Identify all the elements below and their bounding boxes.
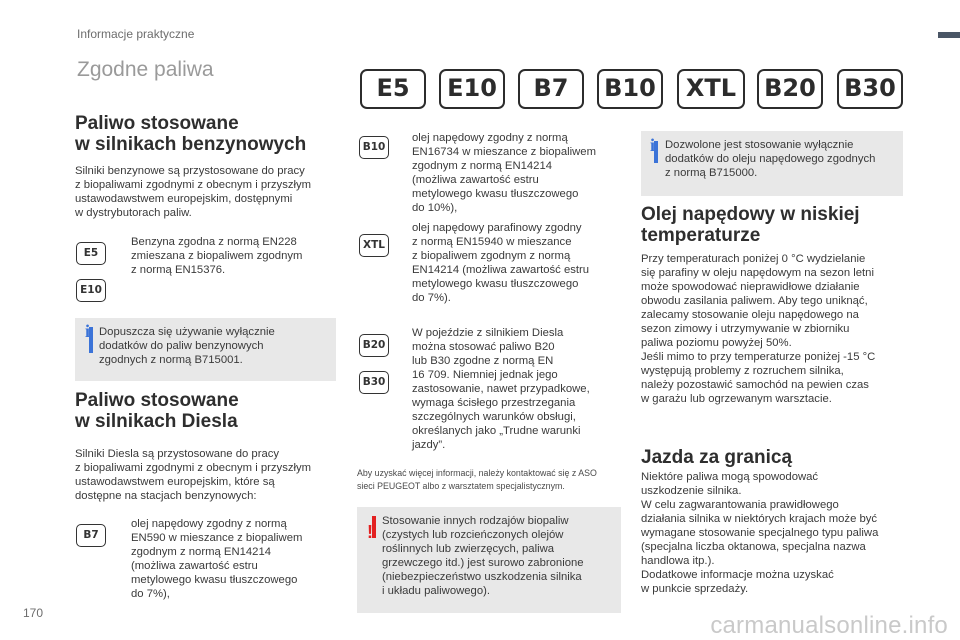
cold-weather-text: Przy temperaturach poniżej 0 °C wydzielanie się parafiny w oleju napędowym na sezon letni może spowodować nieprawidłowe działanie obwodu zasilania paliwem. Aby tego uniknąć, zalecamy stosowanie oleju napędowego na sezon zimowy i utrzymywanie w zbiorniku paliwa poziomu powyżej 50%. Jeśli mimo to przy temperaturze poniżej -15 °C występują problemy z rozruchem silnika, należy pozostawić samochód na pewien czas w garażu lub ogrzewanym warsztacie. <box>641 253 876 405</box>
abroad-heading: Jazda za granicą <box>641 447 793 468</box>
fuel-badge-b30: B30 <box>837 69 903 109</box>
b10-description: olej napędowy zgodny z normą EN16734 w mieszance z biopaliwem zgodnym z normą EN14214 (możliwa zawartość estru metylowego kwasu tłuszczowego do 10%), <box>412 132 596 214</box>
petrol-intro: Silniki benzynowe są przystosowane do pracy z biopaliwami zgodnymi z obecnym i przyszłym ustawodawstwem europejskim, dostępnymi w dystrybutorach paliw. <box>75 165 312 219</box>
aso-contact-note: Aby uzyskać więcej informacji, należy kontaktować się z ASO sieci PEUGEOT albo z warsztatem specjalistycznym. <box>357 468 597 492</box>
b20-b30-description: W pojeździe z silnikiem Diesla można stosować paliwo B20 lub B30 zgodne z normą EN 16 709. Niemniej jednak jego zastosowanie, nawet przypadkowe, wymaga ścisłego przestrzegania szczególnych warunków obsługi, określanych jako „Trudne warunki jazdy”. <box>412 327 590 451</box>
info-icon: i <box>85 321 91 341</box>
fuel-badge-b20: B20 <box>757 69 823 109</box>
diesel-heading: Paliwo stosowane w silnikach Diesla <box>75 390 239 432</box>
biofuel-warning-box <box>357 507 621 613</box>
petrol-heading: Paliwo stosowane w silnikach benzynowych <box>75 113 307 155</box>
diesel-additives-note-box <box>641 131 903 196</box>
info-icon: i <box>650 135 656 155</box>
warning-icon: ! <box>367 522 373 542</box>
fuel-badge-b7: B7 <box>518 69 584 109</box>
petrol-additives-note-box <box>75 318 336 381</box>
e5-e10-description: Benzyna zgodna z normą EN228 zmieszana z biopaliwem zgodnym z normą EN15376. <box>131 236 303 276</box>
abroad-text: Niektóre paliwa mogą spowodować uszkodzenie silnika. W celu zagwarantowania prawidłowego działania silnika w niektórych krajach może być wymagane stosowanie specjalnego typu paliwa (specjalna liczba oktanowa, specjalna nazwa handlowa itp.). Dodatkowe informacje można uzyskać w punkcie sprzedaży. <box>641 471 879 595</box>
biofuel-warning-text: Stosowanie innych rodzajów biopaliw (czystych lub rozcieńczonych olejów roślinnych lub zwierzęcych, paliwa grzewczego itd.) jest surowo zabronione (niebezpieczeństwo uszkodzenia silnika i układu paliwowego). <box>382 515 584 597</box>
badge-xtl-small: XTL <box>359 234 389 257</box>
xtl-description: olej napędowy parafinowy zgodny z normą EN15940 w mieszance z biopaliwem zgodnym z normą EN14214 (możliwa zawartość estru metylowego kwasu tłuszczowego do 7%). <box>412 222 590 304</box>
section-header: Informacje praktyczne <box>77 27 195 41</box>
watermark: carmanualsonline.info <box>710 612 948 639</box>
diesel-intro: Silniki Diesla są przystosowane do pracy z biopaliwami zgodnymi z obecnym i przyszłym ustawodawstwem europejskim, które są dostępne na stacjach benzynowych: <box>75 448 312 502</box>
fuel-badge-e10: E10 <box>439 69 505 109</box>
badge-b30-small: B30 <box>359 371 389 394</box>
page-number: 170 <box>23 606 44 620</box>
fuel-badge-b10: B10 <box>597 69 663 109</box>
cold-weather-heading: Olej napędowy w niskiej temperaturze <box>641 204 860 246</box>
badge-e5-small: E5 <box>76 242 106 265</box>
badge-b20-small: B20 <box>359 334 389 357</box>
badge-b10-small: B10 <box>359 136 389 159</box>
b7-description: olej napędowy zgodny z normą EN590 w mieszance z biopaliwem zgodnym z normą EN14214 (możliwa zawartość estru metylowego kwasu tłuszczowego do 7%), <box>131 518 303 600</box>
badge-e10-small: E10 <box>76 279 106 302</box>
petrol-additives-note: Dopuszcza się używanie wyłącznie dodatków do paliw benzynowych zgodnych z normą B715001. <box>99 326 275 366</box>
badge-b7-small: B7 <box>76 524 106 547</box>
page-title: Zgodne paliwa <box>77 58 214 81</box>
fuel-badge-xtl: XTL <box>677 69 745 109</box>
diesel-additives-note: Dozwolone jest stosowanie wyłącznie dodatków do oleju napędowego zgodnych z normą B715000. <box>665 139 876 179</box>
fuel-badge-e5: E5 <box>360 69 426 109</box>
corner-tab <box>938 32 960 38</box>
